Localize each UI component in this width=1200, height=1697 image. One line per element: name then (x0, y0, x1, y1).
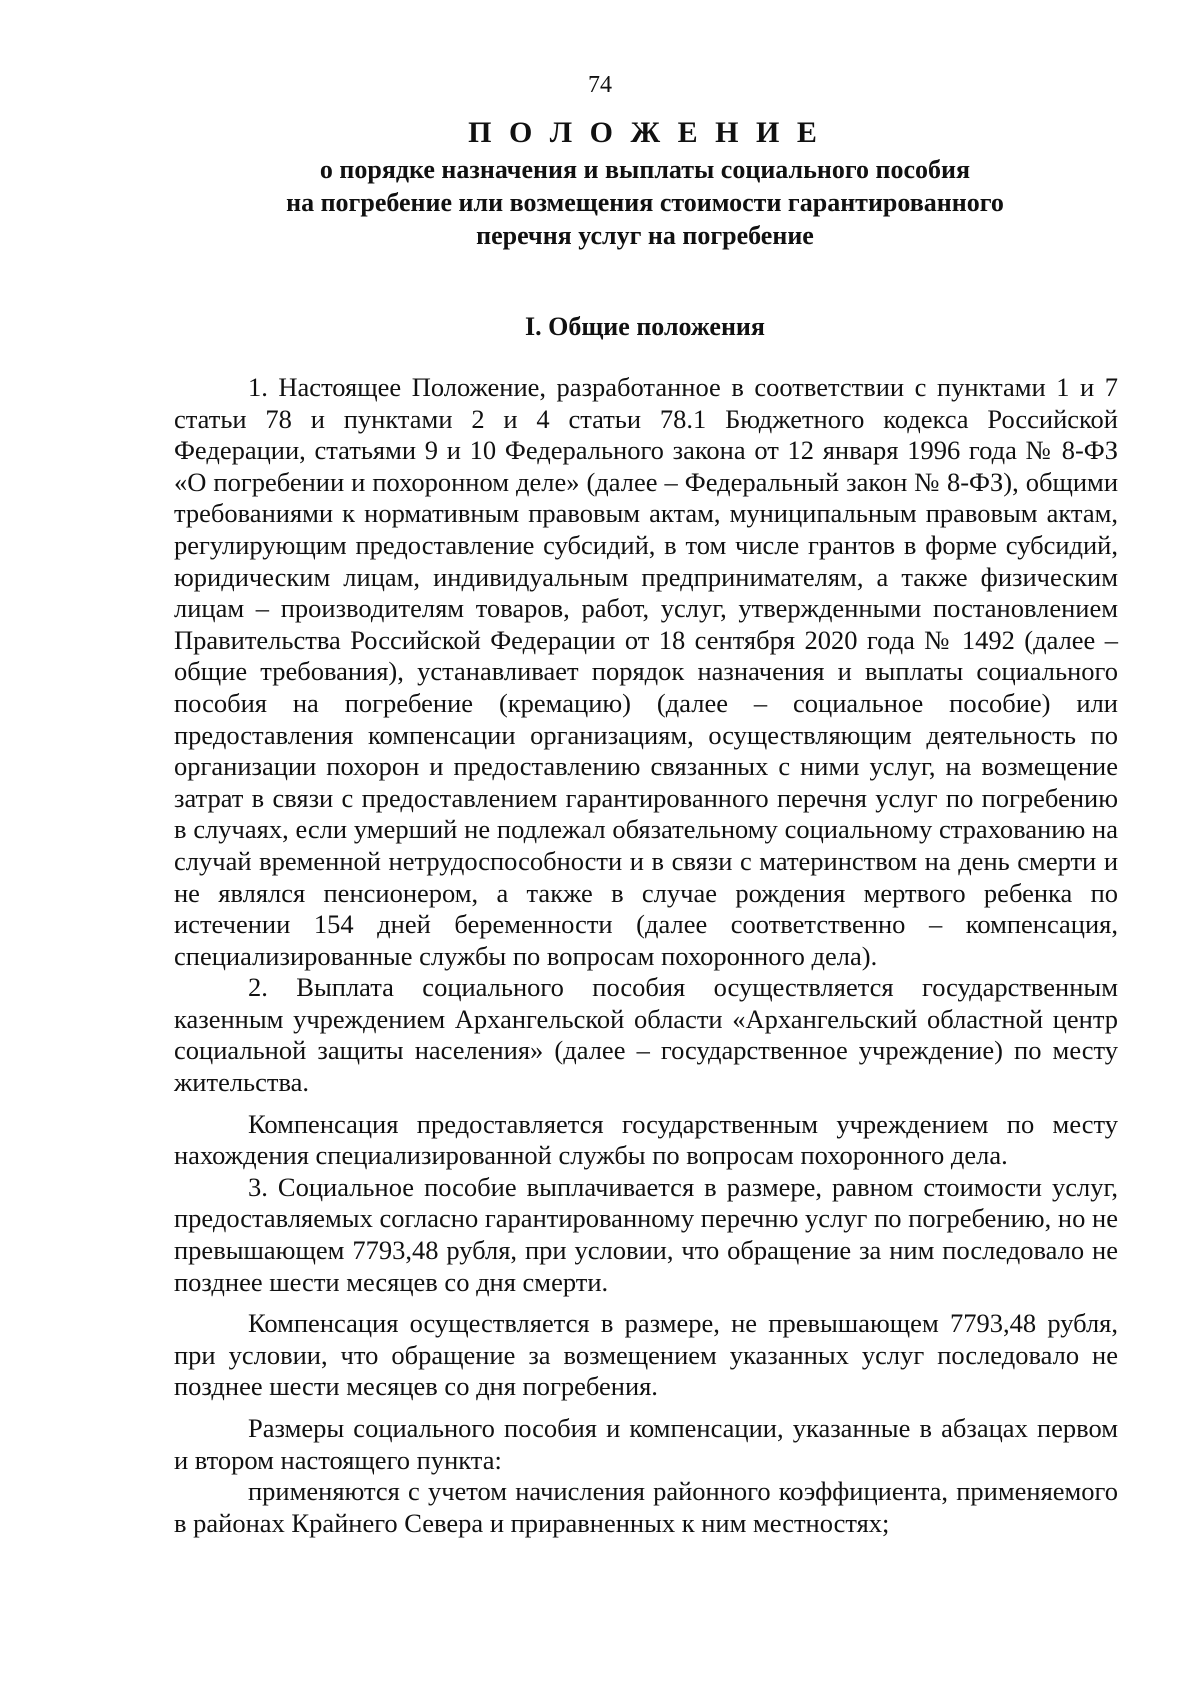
document-subtitle-line-3: перечня услуг на погребение (476, 221, 814, 250)
section-body (174, 372, 1118, 1539)
paragraph-7: применяются с учетом начисления районного коэффициента, применяемого в районах Крайнего Севера и приравненных к ним местностях; (174, 1476, 1118, 1538)
page-number: 74 (588, 72, 612, 98)
document-type-heading: П О Л О Ж Е Н И Е (468, 116, 822, 149)
section-heading: I. Общие положения (525, 312, 765, 341)
paragraph-2: 2. Выплата социального пособия осуществляется государственным казенным учреждением Архангельской области «Архангельский областной центр социальной защиты населения» (далее – государственное учреждение) по месту жительства. (174, 972, 1118, 1098)
document-subtitle-line-1: о порядке назначения и выплаты социального пособия (319, 155, 971, 184)
paragraph-4: 3. Социальное пособие выплачивается в размере, равном стоимости услуг, предоставляемых согласно гарантированному перечню услуг по погребению, но не превышающем 7793,48 рубля, при условии, что обращение за ним последовало не позднее шести месяцев со дня смерти. (174, 1171, 1118, 1297)
paragraph-5: Компенсация осуществляется в размере, не превышающем 7793,48 рубля, при условии, что обращение за возмещением указанных услуг последовало не позднее шести месяцев со дня погребения. (174, 1308, 1118, 1402)
paragraph-6: Размеры социального пособия и компенсации, указанные в абзацах первом и втором настоящего пункта: (174, 1413, 1118, 1475)
document-title-block (170, 113, 1120, 252)
paragraph-3: Компенсация предоставляется государственным учреждением по месту нахождения специализированной службы по вопросам похоронного дела. (174, 1108, 1118, 1171)
paragraph-1: 1. Настоящее Положение, разработанное в соответствии с пунктами 1 и 7 статьи 78 и пунктами 2 и 4 статьи 78.1 Бюджетного кодекса Российской Федерации, статьями 9 и 10 Федерального закона от 12 января 1996 года № 8-ФЗ «О погребении и похоронном деле» (далее – Федеральный закон № 8-ФЗ), общими требованиями к нормативным правовым актам, муниципальным правовым актам, регулирующим предоставление субсидий, в том числе грантов в форме субсидий, юридическим лицам, индивидуальным предпринимателям, а также физическим лицам – производителям товаров, работ, услуг, утвержденными постановлением Правительства Российской Федерации от 18 сентября 2020 года № 1492 (далее – общие требования), устанавливает порядок назначения и выплаты социального пособия на погребение (кремацию) (далее – социальное пособие) или предоставления компенсации организациям, осуществляющим деятельность по организации похорон и предоставлению связанных с ними услуг, на возмещение затрат в связи с предоставлением гарантированного перечня услуг по погребению в случаях, если умерший не подлежал обязательному социальному страхованию на случай временной нетрудоспособности и в связи с материнством на день смерти и не являлся пенсионером, а также в случае рождения мертвого ребенка по истечении 154 дней беременности (далее соответственно – компенсация, специализированные службы по вопросам похоронного дела). (174, 372, 1118, 971)
document-subtitle-line-2: на погребение или возмещения стоимости гарантированного (286, 188, 1004, 217)
